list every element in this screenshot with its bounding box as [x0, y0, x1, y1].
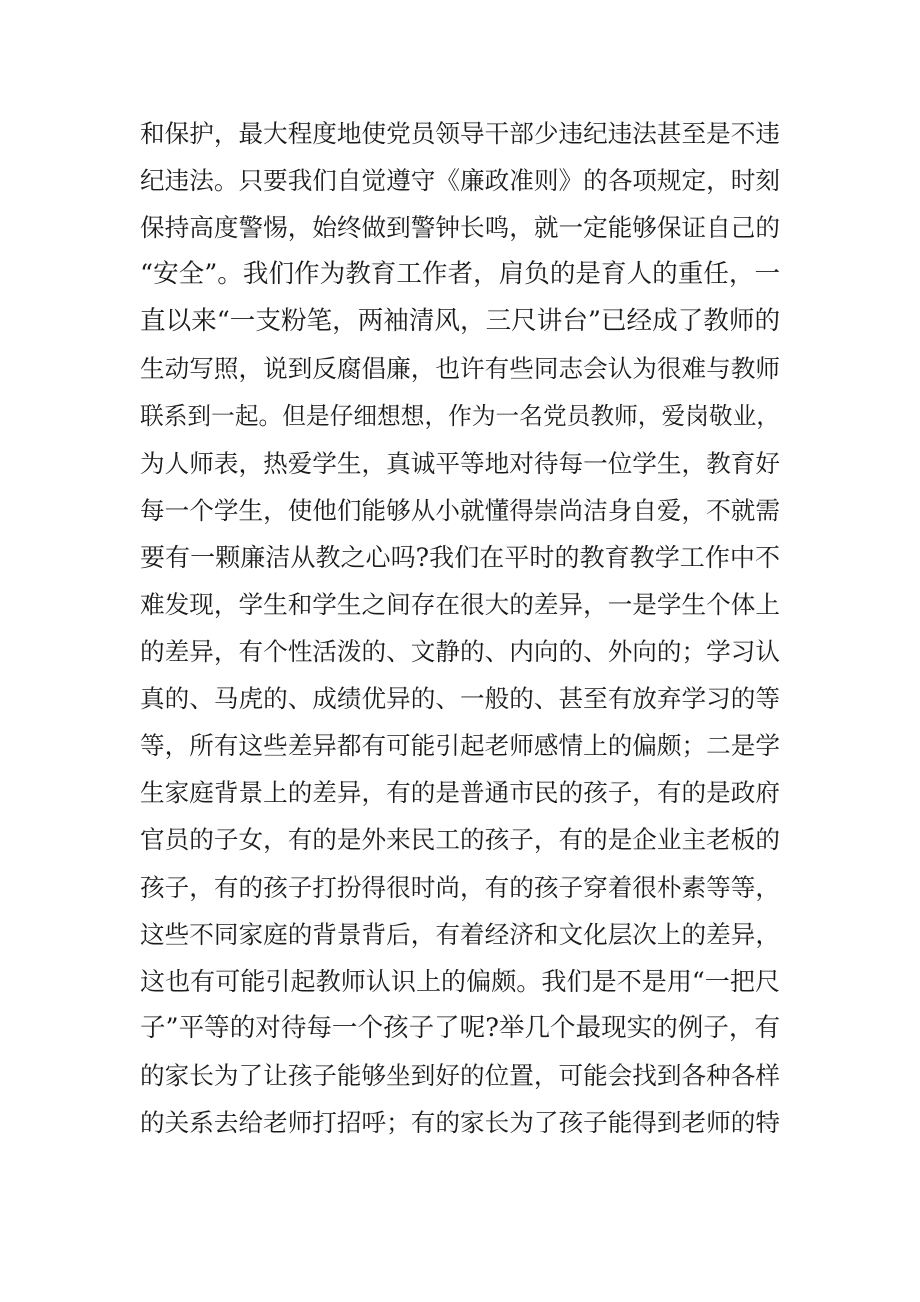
text-line-9: 每一个学生，使他们能够从小就懂得崇尚洁身自爱，不就需 — [140, 495, 780, 525]
text-line-3: 保持高度警惕，始终做到警钟长鸣，就一定能够保证自己的 — [140, 213, 780, 243]
text-line-14: 等，所有这些差异都有可能引起老师感情上的偏颇；二是学 — [140, 731, 780, 761]
text-line-19: 这也有可能引起教师认识上的偏颇。我们是不是用“一把尺 — [140, 966, 780, 996]
text-line-1: 和保护，最大程度地使党员领导干部少违纪违法甚至是不违 — [140, 119, 780, 148]
text-line-2: 纪违法。只要我们自觉遵守《廉政准则》的各项规定，时刻 — [140, 166, 780, 196]
text-line-11: 难发现，学生和学生之间存在很大的差异，一是学生个体上 — [140, 589, 780, 619]
text-line-22: 的关系去给老师打招呼；有的家长为了孩子能得到老师的特 — [140, 1107, 780, 1137]
text-line-16: 官员的子女，有的是外来民工的孩子，有的是企业主老板的 — [140, 825, 780, 855]
text-line-8: 为人师表，热爱学生，真诚平等地对待每一位学生，教育好 — [140, 448, 780, 478]
text-line-7: 联系到一起。但是仔细想想，作为一名党员教师，爱岗敬业， — [140, 401, 780, 430]
text-line-4: “安全”。我们作为教育工作者，肩负的是育人的重任，一 — [140, 259, 781, 290]
text-line-21: 的家长为了让孩子能够坐到好的位置，可能会找到各种各样 — [140, 1060, 780, 1090]
text-line-12: 的差异，有个性活泼的、文静的、内向的、外向的；学习认 — [140, 637, 780, 667]
text-line-6: 生动写照，说到反腐倡廉，也许有些同志会认为很难与教师 — [140, 354, 780, 384]
text-line-13: 真的、马虎的、成绩优异的、一般的、甚至有放弃学习的等 — [140, 684, 780, 714]
text-line-18: 这些不同家庭的背景背后，有着经济和文化层次上的差异， — [140, 919, 780, 949]
text-line-10: 要有一颗廉洁从教之心吗?我们在平时的教育教学工作中不 — [140, 542, 780, 572]
text-line-20: 子”平等的对待每一个孩子了呢?举几个最现实的例子，有 — [140, 1012, 780, 1043]
body-paragraph — [140, 110, 780, 1146]
text-line-5: 直以来“一支粉笔，两袖清风，三尺讲台”已经成了教师的 — [140, 306, 781, 337]
text-line-17: 孩子，有的孩子打扮得很时尚，有的孩子穿着很朴素等等， — [140, 872, 780, 902]
text-line-15: 生家庭背景上的差异，有的是普通市民的孩子，有的是政府 — [140, 778, 780, 808]
